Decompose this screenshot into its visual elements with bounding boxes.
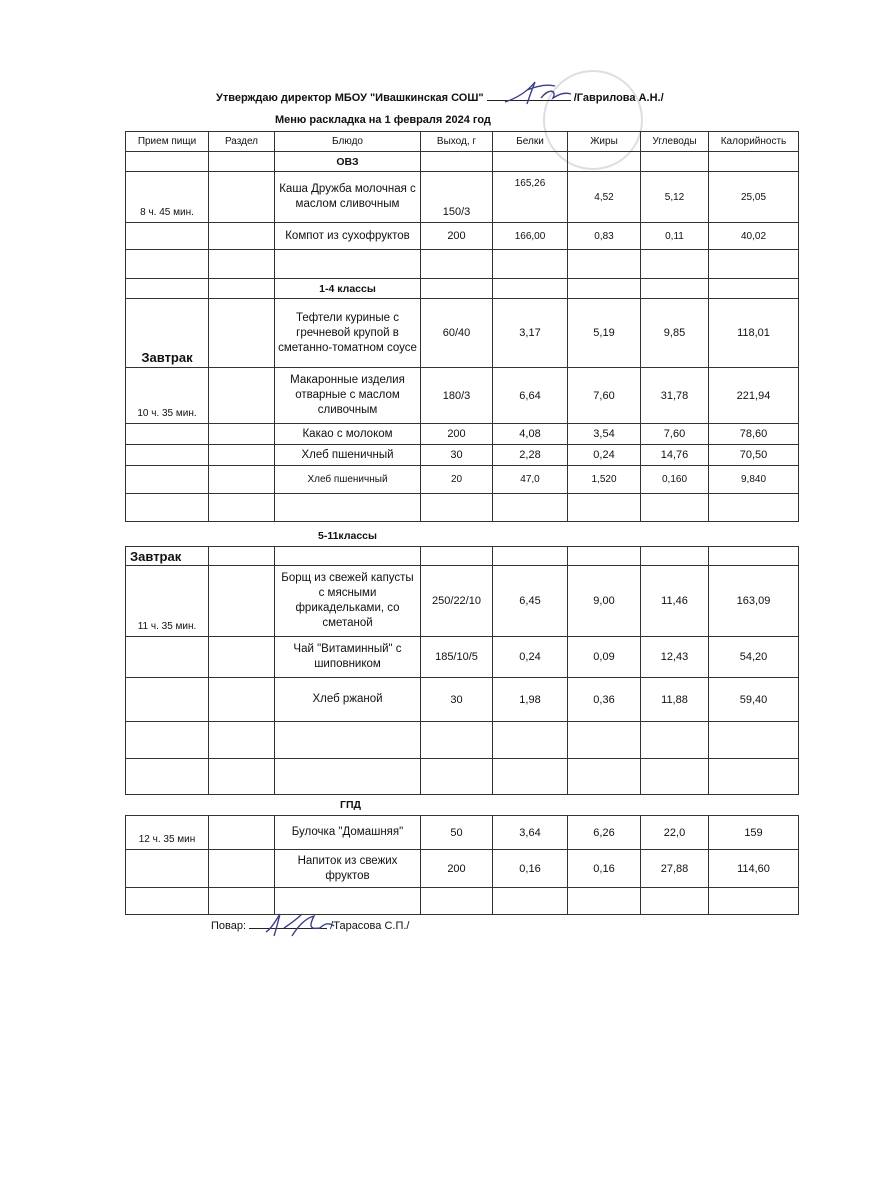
director-name: /Гаврилова А.Н./ <box>573 92 664 104</box>
dish-name: Напиток из свежих фруктов <box>275 850 421 888</box>
cook-name: /Тарасова С.П./ <box>330 920 410 932</box>
table-row <box>126 637 799 678</box>
kcal-value: 25,05 <box>709 172 799 223</box>
col-header: Белки <box>493 132 568 152</box>
dish-name: Хлеб пшеничный <box>275 445 421 466</box>
col-header: Прием пищи <box>126 132 209 152</box>
protein-value: 166,00 <box>493 223 568 250</box>
yield-value: 60/40 <box>421 299 493 368</box>
protein-value: 47,0 <box>493 466 568 494</box>
dish-name: Какао с молоком <box>275 424 421 445</box>
col-header: Блюдо <box>275 132 421 152</box>
yield-value: 150/3 <box>421 172 493 223</box>
kcal-value: 221,94 <box>709 368 799 424</box>
fat-value: 0,83 <box>568 223 641 250</box>
col-header: Углеводы <box>641 132 709 152</box>
protein-value: 2,28 <box>493 445 568 466</box>
fat-value: 5,19 <box>568 299 641 368</box>
dish-name: Тефтели куриные с гречневой крупой в сметанно-томатном соусе <box>275 299 421 368</box>
section-title: 1-4 классы <box>275 279 421 299</box>
meal-time: 8 ч. 45 мин. <box>126 172 209 223</box>
table-row <box>126 223 799 250</box>
yield-value: 185/10/5 <box>421 637 493 678</box>
empty-row <box>126 250 799 279</box>
table-row <box>126 850 799 888</box>
kcal-value: 78,60 <box>709 424 799 445</box>
approval-text: Утверждаю директор МБОУ "Ивашкинская СОШ" <box>216 92 484 104</box>
meal-label: Завтрак <box>126 299 209 368</box>
page-title: Меню раскладка на 1 февраля 2024 год <box>275 114 491 126</box>
dish-name: Каша Дружба молочная с маслом сливочным <box>275 172 421 223</box>
carbs-value: 22,0 <box>641 816 709 850</box>
table-row <box>126 566 799 637</box>
director-signature <box>497 76 577 108</box>
cook-signature <box>262 908 340 942</box>
yield-value: 30 <box>421 678 493 722</box>
fat-value: 7,60 <box>568 368 641 424</box>
fat-value: 0,09 <box>568 637 641 678</box>
table-row <box>126 547 799 566</box>
section-title-grade5-11: 5-11классы <box>318 530 377 542</box>
yield-value: 20 <box>421 466 493 494</box>
dish-name: Булочка "Домашняя" <box>275 816 421 850</box>
carbs-value: 12,43 <box>641 637 709 678</box>
protein-value: 6,45 <box>493 566 568 637</box>
dish-name: Борщ из свежей капусты с мясными фрикадельками, со сметаной <box>275 566 421 637</box>
yield-value: 200 <box>421 850 493 888</box>
carbs-value: 5,12 <box>641 172 709 223</box>
meal-time: 10 ч. 35 мин. <box>126 368 209 424</box>
fat-value: 9,00 <box>568 566 641 637</box>
yield-value: 180/3 <box>421 368 493 424</box>
fat-value: 0,24 <box>568 445 641 466</box>
protein-value: 165,26 <box>493 172 568 223</box>
section-title: ОВЗ <box>275 152 421 172</box>
carbs-value: 31,78 <box>641 368 709 424</box>
fat-value: 3,54 <box>568 424 641 445</box>
carbs-value: 27,88 <box>641 850 709 888</box>
table-row <box>126 368 799 424</box>
kcal-value: 159 <box>709 816 799 850</box>
section-title-gpd: ГПД <box>340 799 361 811</box>
protein-value: 3,17 <box>493 299 568 368</box>
dish-name: Хлеб пшеничный <box>275 466 421 494</box>
col-header: Жиры <box>568 132 641 152</box>
protein-value: 0,16 <box>493 850 568 888</box>
carbs-value: 11,88 <box>641 678 709 722</box>
dish-name: Хлеб ржаной <box>275 678 421 722</box>
table-row <box>126 816 799 850</box>
carbs-value: 14,76 <box>641 445 709 466</box>
menu-table-main <box>125 131 799 522</box>
fat-value: 4,52 <box>568 172 641 223</box>
carbs-value: 0,11 <box>641 223 709 250</box>
table-header-row <box>126 132 799 152</box>
protein-value: 4,08 <box>493 424 568 445</box>
fat-value: 1,520 <box>568 466 641 494</box>
yield-value: 200 <box>421 424 493 445</box>
carbs-value: 9,85 <box>641 299 709 368</box>
carbs-value: 0,160 <box>641 466 709 494</box>
protein-value: 0,24 <box>493 637 568 678</box>
kcal-value: 9,840 <box>709 466 799 494</box>
protein-value: 1,98 <box>493 678 568 722</box>
yield-value: 30 <box>421 445 493 466</box>
kcal-value: 163,09 <box>709 566 799 637</box>
table-row <box>126 172 799 223</box>
cook-label: Повар: <box>211 920 247 932</box>
kcal-value: 70,50 <box>709 445 799 466</box>
protein-value: 3,64 <box>493 816 568 850</box>
fat-value: 0,16 <box>568 850 641 888</box>
kcal-value: 114,60 <box>709 850 799 888</box>
empty-row <box>126 759 799 795</box>
fat-value: 6,26 <box>568 816 641 850</box>
yield-value: 200 <box>421 223 493 250</box>
kcal-value: 40,02 <box>709 223 799 250</box>
kcal-value: 59,40 <box>709 678 799 722</box>
meal-time: 12 ч. 35 мин <box>126 816 209 850</box>
col-header: Выход, г <box>421 132 493 152</box>
empty-row <box>126 722 799 759</box>
carbs-value: 11,46 <box>641 566 709 637</box>
kcal-value: 54,20 <box>709 637 799 678</box>
table-row <box>126 678 799 722</box>
fat-value: 0,36 <box>568 678 641 722</box>
menu-table-grade5-11 <box>125 546 799 795</box>
section-row-ovz <box>126 152 799 172</box>
yield-value: 50 <box>421 816 493 850</box>
table-row <box>126 445 799 466</box>
approval-line <box>216 90 664 104</box>
meal-label: Завтрак <box>126 547 209 566</box>
kcal-value: 118,01 <box>709 299 799 368</box>
meal-time: 11 ч. 35 мин. <box>126 566 209 637</box>
dish-name: Компот из сухофруктов <box>275 223 421 250</box>
table-row <box>126 424 799 445</box>
dish-name: Чай "Витаминный" с шиповником <box>275 637 421 678</box>
carbs-value: 7,60 <box>641 424 709 445</box>
table-row <box>126 299 799 368</box>
col-header: Раздел <box>209 132 275 152</box>
section-row-grade1-4 <box>126 279 799 299</box>
table-row <box>126 466 799 494</box>
empty-row <box>126 888 799 915</box>
menu-table-gpd <box>125 815 799 915</box>
empty-row <box>126 494 799 522</box>
dish-name: Макаронные изделия отварные с маслом сливочным <box>275 368 421 424</box>
col-header: Калорийность <box>709 132 799 152</box>
yield-value: 250/22/10 <box>421 566 493 637</box>
protein-value: 6,64 <box>493 368 568 424</box>
